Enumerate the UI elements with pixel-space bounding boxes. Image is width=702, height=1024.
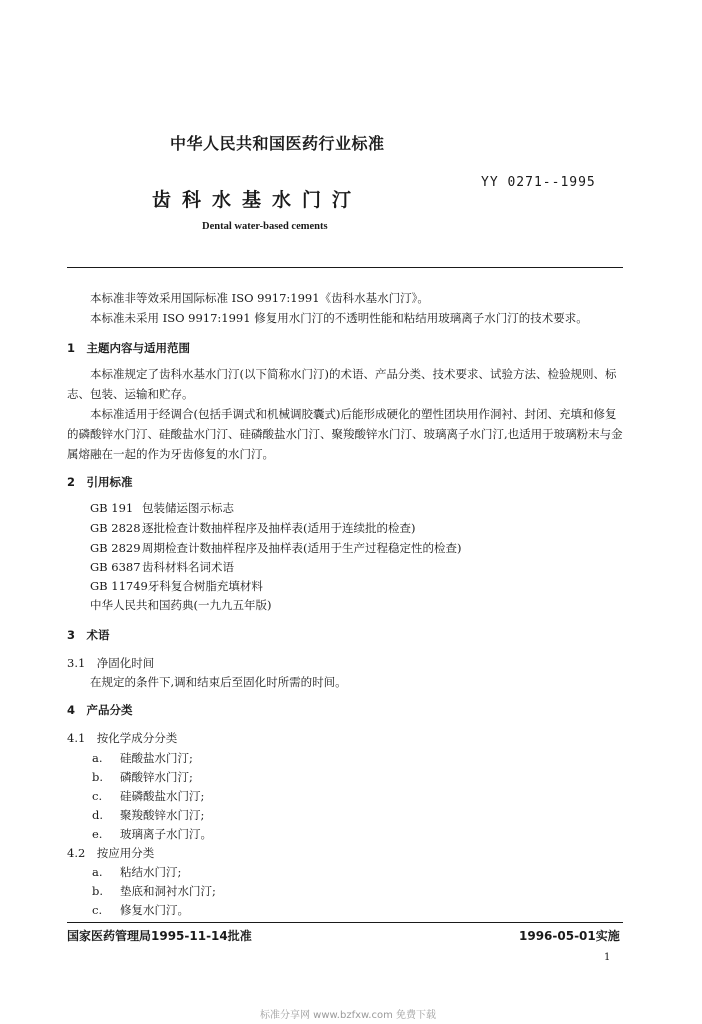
section-4-1-heading: 4.1 按化学成分分类	[67, 731, 178, 745]
section-1-para-2: 本标准适用于经调合(包括手调式和机械调胶囊式)后能形成硬化的塑性团块用作洞衬、封闭、充填和修复的磷酸锌水门汀、硅酸盐水门汀、硅磷酸盐水门汀、聚羧酸锌水门汀、玻璃离子水门汀,也适用于玻璃粉末与金属熔融在一起的作为牙齿修复的水门汀。	[67, 407, 623, 461]
footer-divider	[67, 922, 623, 923]
section-4-heading: 4 产品分类	[67, 703, 133, 717]
list-item: b. 垫底和洞衬水门汀;	[92, 884, 216, 898]
section-3-1-heading: 3.1 净固化时间	[67, 656, 155, 670]
reference-text: 周期检查计数抽样程序及抽样表(适用于生产过程稳定性的检查)	[142, 541, 462, 555]
document-title: 齿科水基水门汀	[152, 189, 363, 211]
reference-code: GB 2829	[90, 541, 141, 555]
reference-code: GB 191	[90, 501, 134, 515]
reference-item	[90, 520, 415, 536]
page-number: 1	[604, 952, 611, 963]
watermark: 标准分享网 www.bzfxw.com 免费下载	[260, 1010, 436, 1021]
list-item: c. 硅磷酸盐水门汀;	[92, 789, 205, 803]
header-divider	[67, 267, 623, 268]
approval-date: 国家医药管理局1995-11-14批准	[67, 929, 252, 943]
reference-code: GB 6387	[90, 560, 141, 574]
reference-text: 包装储运图示标志	[142, 501, 234, 515]
standard-category-title: 中华人民共和国医药行业标准	[170, 134, 385, 153]
reference-item	[90, 578, 263, 594]
standard-code: YY 0271--1995	[481, 175, 596, 190]
reference-text: 牙科复合树脂充填材料	[147, 579, 263, 593]
reference-pharmacopoeia: 中华人民共和国药典(一九九五年版)	[90, 598, 272, 612]
list-item: e. 玻璃离子水门汀。	[92, 827, 212, 841]
reference-item	[90, 540, 461, 556]
section-2-heading: 2 引用标准	[67, 475, 133, 489]
english-title: Dental water-based cements	[202, 221, 328, 232]
section-1-heading: 1 主题内容与适用范围	[67, 341, 191, 355]
section-4-2-heading: 4.2 按应用分类	[67, 846, 155, 860]
list-item: d. 聚羧酸锌水门汀;	[92, 808, 205, 822]
section-1-para-1: 本标准规定了齿科水基水门汀(以下简称水门汀)的术语、产品分类、技术要求、试验方法、检验规则、标志、包装、运输和贮存。	[67, 367, 617, 401]
list-item: a. 粘结水门汀;	[92, 865, 182, 879]
intro-line-1: 本标准非等效采用国际标准 ISO 9917:1991《齿科水基水门汀》。	[90, 291, 429, 305]
intro-line-2: 本标准未采用 ISO 9917:1991 修复用水门汀的不透明性能和粘结用玻璃离子水门汀的技术要求。	[90, 311, 588, 325]
reference-text: 逐批检查计数抽样程序及抽样表(适用于连续批的检查)	[142, 521, 416, 535]
effective-date: 1996-05-01实施	[519, 929, 620, 943]
reference-code: GB 11749	[90, 579, 148, 593]
list-item: b. 磷酸锌水门汀;	[92, 770, 193, 784]
list-item: c. 修复水门汀。	[92, 903, 189, 917]
section-3-heading: 3 术语	[67, 628, 110, 642]
reference-item	[90, 559, 234, 575]
list-item: a. 硅酸盐水门汀;	[92, 751, 193, 765]
reference-item	[90, 500, 234, 516]
reference-code: GB 2828	[90, 521, 141, 535]
section-3-1-text: 在规定的条件下,调和结束后至固化时所需的时间。	[90, 675, 347, 689]
reference-text: 齿科材料名词术语	[142, 560, 234, 574]
